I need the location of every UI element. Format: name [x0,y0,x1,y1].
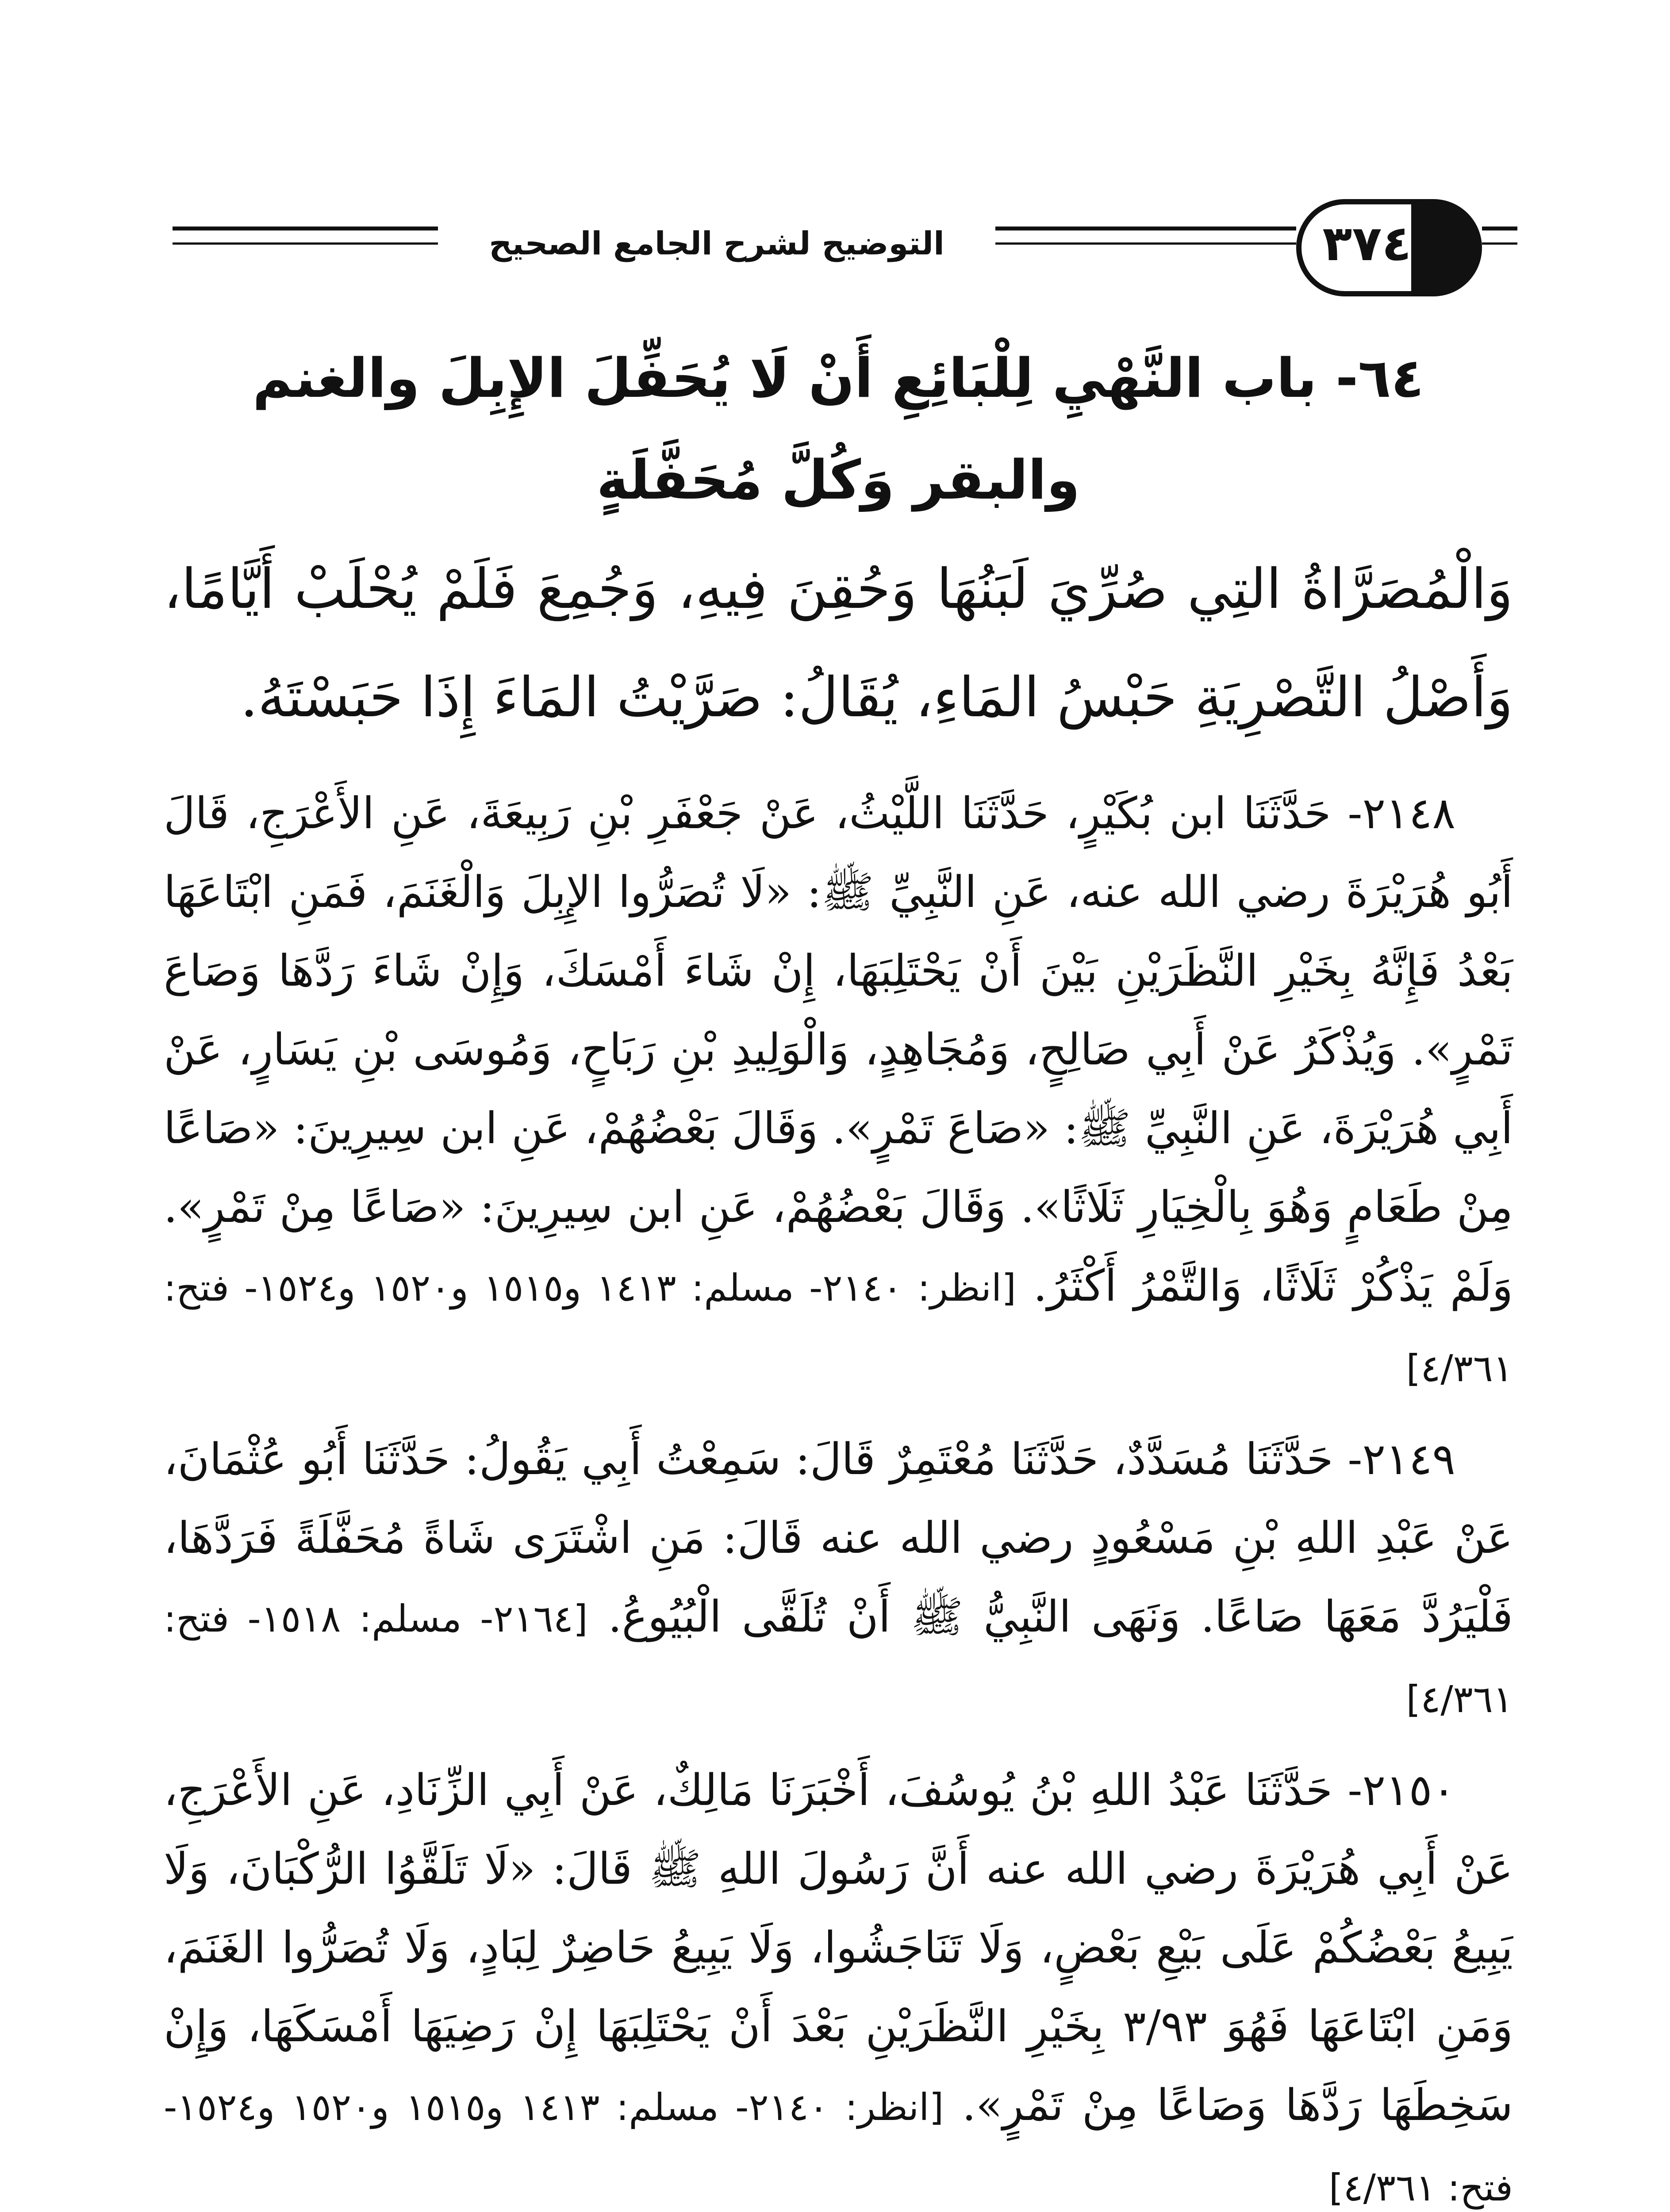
hadith-2148 [164,774,1513,1408]
header-rule-middle-thin [995,242,1296,245]
chapter-heading [164,327,1513,531]
running-title: التوضيح لشرح الجامع الصحيح [489,225,944,262]
page-number: ٣٧٤ [1322,215,1412,272]
chapter-intro: وَالْمُصَرَّاةُ التِي صُرِّيَ لَبَنُهَا وَحُقِنَ فِيهِ، وَجُمِعَ فَلَمْ يُحْلَبْ أَيَّامًا، وَأَصْلُ التَّصْرِيَةِ حَبْسُ المَاءِ، يُقَالُ: صَرَّيْتُ المَاءَ إِذَا حَبَسْتَهُ. [164,557,1513,730]
hadith-2150 [164,1751,1513,2212]
hadith-2149 [164,1420,1513,1739]
header-rule-left [173,227,438,230]
hadith-2149-text: ٢١٤٩- حَدَّثَنَا مُسَدَّدٌ، حَدَّثَنَا مُعْتَمِرٌ قَالَ: سَمِعْتُ أَبِي يَقُولُ: حَدَّثَنَا أَبُو عُثْمَانَ، عَنْ عَبْدِ اللهِ بْنِ مَسْعُودٍ رضي الله عنه قَالَ: مَنِ اشْتَرَى شَاةً مُحَفَّلَةً فَرَدَّهَا، فَلْيَرُدَّ مَعَهَا صَاعًا. وَنَهَى النَّبِيُّ ﷺ أَنْ تُلَقَّى الْبُيُوعُ. [164,1434,1513,1642]
page-header [173,190,1517,314]
hadith-2148-text: ٢١٤٨- حَدَّثَنَا ابن بُكَيْرٍ، حَدَّثَنَا اللَّيْثُ، عَنْ جَعْفَرِ بْنِ رَبِيعَةَ، عَنِ الأَعْرَجِ، قَالَ أَبُو هُرَيْرَةَ رضي الله عنه، عَنِ النَّبِيِّ ﷺ: «لَا تُصَرُّوا الإِبِلَ وَالْغَنَمَ، فَمَنِ ابْتَاعَهَا بَعْدُ فَإِنَّهُ بِخَيْرِ النَّظَرَيْنِ بَيْنَ أَنْ يَحْتَلِبَهَا، إِنْ شَاءَ أَمْسَكَ، وَإِنْ شَاءَ رَدَّهَا وَصَاعَ تَمْرٍ». وَيُذْكَرُ عَنْ أَبِي صَالِحٍ، وَمُجَاهِدٍ، وَالْوَلِيدِ بْنِ رَبَاحٍ، وَمُوسَى بْنِ يَسَارٍ، عَنْ أَبِي هُرَيْرَةَ، عَنِ النَّبِيِّ ﷺ: «صَاعَ تَمْرٍ». وَقَالَ بَعْضُهُمْ، عَنِ ابن سِيرِينَ: «صَاعًا مِنْ طَعَامٍ وَهُوَ بِالْخِيَارِ ثَلَاثًا». وَقَالَ بَعْضُهُمْ، عَنِ ابن سِيرِينَ: «صَاعًا مِنْ تَمْرٍ». وَلَمْ يَذْكُرْ ثَلَاثًا، وَالتَّمْرُ أَكْثَرُ. [164,788,1513,1311]
chapter-heading-line-1: ٦٤- باب النَّهْيِ لِلْبَائِعِ أَنْ لَا يُحَفِّلَ الإِبِلَ والغنم [253,347,1424,410]
header-rule-right-thin [1482,242,1517,245]
header-rule-right [1482,227,1517,230]
header-rule-left-thin [173,242,438,245]
hadith-2148-reference: [انظر: ٢١٤٠- مسلم: ١٤١٣ و١٥١٥ و١٥٢٠ و١٥٢٤- فتح: ٤/٣٦١] [164,1266,1513,1390]
chapter-heading-line-2: والبقر وَكُلَّ مُحَفَّلَةٍ [596,449,1080,511]
hadith-2150-text: ٢١٥٠- حَدَّثَنَا عَبْدُ اللهِ بْنُ يُوسُفَ، أَخْبَرَنَا مَالِكٌ، عَنْ أَبِي الزِّنَادِ، عَنِ الأَعْرَجِ، عَنْ أَبِي هُرَيْرَةَ رضي الله عنه أَنَّ رَسُولَ اللهِ ﷺ قَالَ: «لَا تَلَقَّوُا الرُّكْبَانَ، وَلَا يَبِيعُ بَعْضُكُمْ عَلَى بَيْعِ بَعْضٍ، وَلَا تَنَاجَشُوا، وَلَا يَبِيعُ حَاضِرٌ لِبَادٍ، وَلَا تُصَرُّوا الغَنَمَ، وَمَنِ ابْتَاعَهَا فَهُوَ ٣/٩٣ بِخَيْرِ النَّظَرَيْنِ بَعْدَ أَنْ يَحْتَلِبَهَا إِنْ رَضِيَهَا أَمْسَكَهَا، وَإِنْ سَخِطَهَا رَدَّهَا وَصَاعًا مِنْ تَمْرٍ». [164,1765,1513,2131]
header-rule-middle [995,227,1296,230]
hadith-2150-reference: [انظر: ٢١٤٠- مسلم: ١٤١٣ و١٥١٥ و١٥٢٠ و١٥٢٤- فتح: ٤/٣٦١] [164,2085,1513,2209]
hadith-2149-reference: [٢١٦٤- مسلم: ١٥١٨- فتح: ٤/٣٦١] [164,1597,1513,1721]
page-content [164,327,1513,2212]
